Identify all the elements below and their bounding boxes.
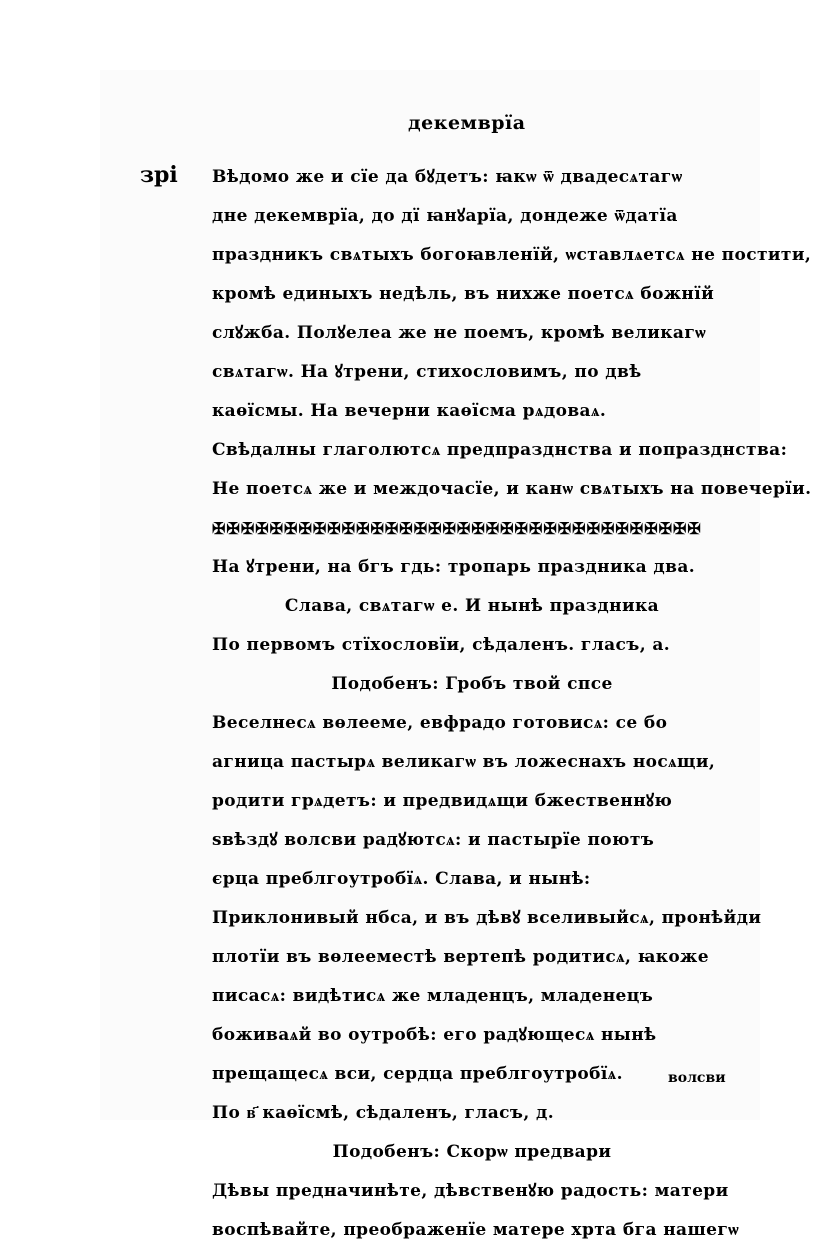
text-line: каѳїсмы. На вечерни каѳїсма рѧдоваѧ.	[212, 401, 607, 421]
text-line: Вѣдомо же и сїе да бꙋдетъ: ꙗкѡ ѿ двадесѧтагѡ	[212, 167, 683, 187]
text-block	[212, 158, 812, 1250]
text-line: прещащесѧ вси, сердца преблгоутробїѧ.	[212, 1064, 623, 1084]
text-line: кромѣ единыхъ недѣль, въ нихже поетсѧ божнїй	[212, 284, 715, 304]
text-line: родити грѧдетъ: и предвидѧщи бжественнꙋю	[212, 791, 673, 811]
ornament-divider: ✠✠✠✠✠✠✠✠✠✠✠✠✠✠✠✠✠✠✠✠✠✠✠✠✠✠✠✠✠✠✠✠✠✠	[212, 519, 702, 538]
text-line: агница пастырѧ великагѡ въ ложеснахъ носѧщи,	[212, 752, 716, 772]
section-heading: Подобенъ: Гробъ твой спсе	[331, 674, 613, 694]
text-line: свѧтагѡ. На ꙋтрени, стихословимъ, по двѣ	[212, 362, 642, 382]
text-line: Приклонивый нбса, и въ дѣвꙋ вселивыйсѧ, пронѣйди	[212, 908, 762, 928]
running-head: декемврїа	[408, 112, 526, 134]
text-line: По первомъ стїхословїи, сѣдаленъ. гласъ, а.	[212, 635, 671, 655]
text-line: праздникъ свѧтыхъ богоꙗвленїй, ѡставлѧетсѧ не постити,	[212, 245, 812, 265]
text-line: Свѣдалны глаголютсѧ предпразднства и попразднства:	[212, 440, 788, 460]
text-line: боживаѧй во оутробѣ: его радꙋющесѧ нынѣ	[212, 1025, 657, 1045]
text-line: По в҃ каѳїсмѣ, сѣдаленъ, гласъ, д.	[212, 1103, 555, 1123]
text-line: Не поетсѧ же и междочасїе, и канѡ свѧтыхъ на повечерїи.	[212, 479, 812, 499]
text-line: єрца преблгоутробїѧ. Слава, и нынѣ:	[212, 869, 591, 889]
text-line: ѕвѣздꙋ волсви радꙋютсѧ: и пастырїе поютъ	[212, 830, 655, 850]
catchword: волсви	[668, 1070, 726, 1086]
section-heading: Подобенъ: Скорѡ предвари	[332, 1142, 612, 1162]
text-line: дне декемврїа, до дї ꙗнꙋарїа, дондеже ѿдатїа	[212, 206, 678, 226]
text-line: воспѣвайте, преображенїе матере хрта бга нашегѡ	[212, 1220, 740, 1240]
text-line: Слава, свѧтагѡ е. И нынѣ праздника	[284, 596, 660, 616]
text-line: На ꙋтрени, на бгъ гдь: тропарь праздника два.	[212, 557, 696, 577]
text-line: плотїи въ вѳлееместѣ вертепѣ родитисѧ, ꙗкоже	[212, 947, 709, 967]
text-line: слꙋжба. Полꙋелеа же не поемъ, кромѣ великагѡ	[212, 323, 707, 343]
text-line: писасѧ: видѣтисѧ же младенцъ, младенецъ	[212, 986, 654, 1006]
text-line: Дѣвы предначинѣте, дѣвственꙋю радость: матери	[212, 1181, 729, 1201]
text-line: Веселнесѧ вѳлееме, евфрадо готовисѧ: се бо	[212, 713, 668, 733]
folio-number: зрі	[140, 162, 178, 188]
